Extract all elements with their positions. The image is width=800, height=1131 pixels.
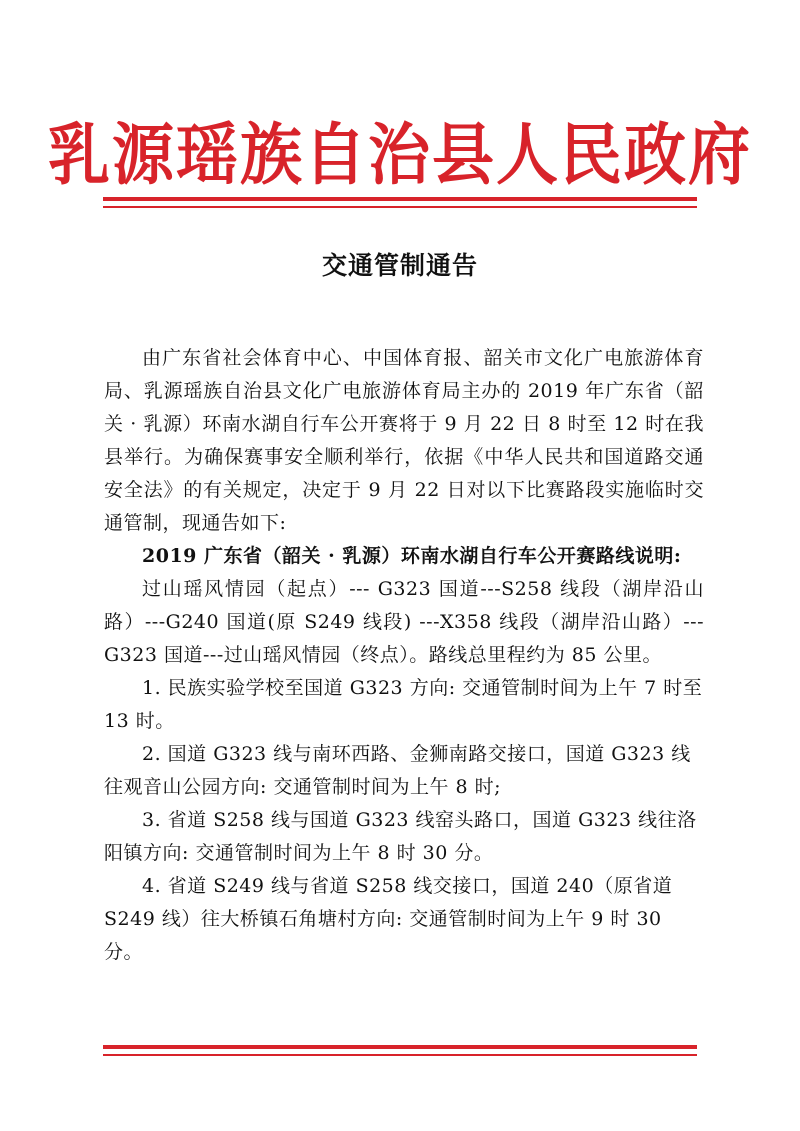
header-rule-thick (103, 197, 697, 201)
control-item-4: 4. 省道 S249 线与省道 S258 线交接口，国道 240（原省道 S249 线）往大桥镇石角塘村方向: 交通管制时间为上午 9 时 30 分。 (104, 875, 673, 963)
footer-rule-thick (103, 1045, 697, 1049)
control-item-3: 3. 省道 S258 线与国道 G323 线窑头路口，国道 G323 线往洛阳镇方向: 交通管制时间为上午 8 时 30 分。 (104, 809, 697, 864)
route-description: 过山瑶风情园（起点）--- G323 国道---S258 线段（湖岸沿山路）---G240 国道(原 S249 线段) ---X358 线段（湖岸沿山路）---G323 国道---过山瑶风情园（终点）。路线总里程约为 85 公里。 (104, 578, 704, 666)
issuing-authority-title: 乳源瑶族自治县人民政府 (47, 115, 752, 195)
notice-title: 交通管制通告 (321, 251, 478, 280)
notice-body (104, 342, 704, 969)
control-item-1: 1. 民族实验学校至国道 G323 方向: 交通管制时间为上午 7 时至 13 时。 (104, 677, 703, 732)
intro-paragraph: 由广东省社会体育中心、中国体育报、韶关市文化广电旅游体育局、乳源瑶族自治县文化广电旅游体育局主办的 2019 年广东省（韶关 · 乳源）环南水湖自行车公开赛将于 9 月 22 日 8 时至 12 时在我县举行。为确保赛事安全顺利举行，依据《中华人民共和国道路交通安全法》的有关规定，决定于 9 月 22 日对以下比赛路段实施临时交通管制，现通告如下: (104, 347, 704, 534)
footer-rule-thin (103, 1054, 697, 1056)
control-item-2: 2. 国道 G323 线与南环西路、金狮南路交接口，国道 G323 线往观音山公园方向: 交通管制时间为上午 8 时; (104, 743, 691, 798)
route-heading: 2019 广东省（韶关 · 乳源）环南水湖自行车公开赛路线说明: (142, 545, 682, 567)
header-rule-thin (103, 206, 697, 208)
